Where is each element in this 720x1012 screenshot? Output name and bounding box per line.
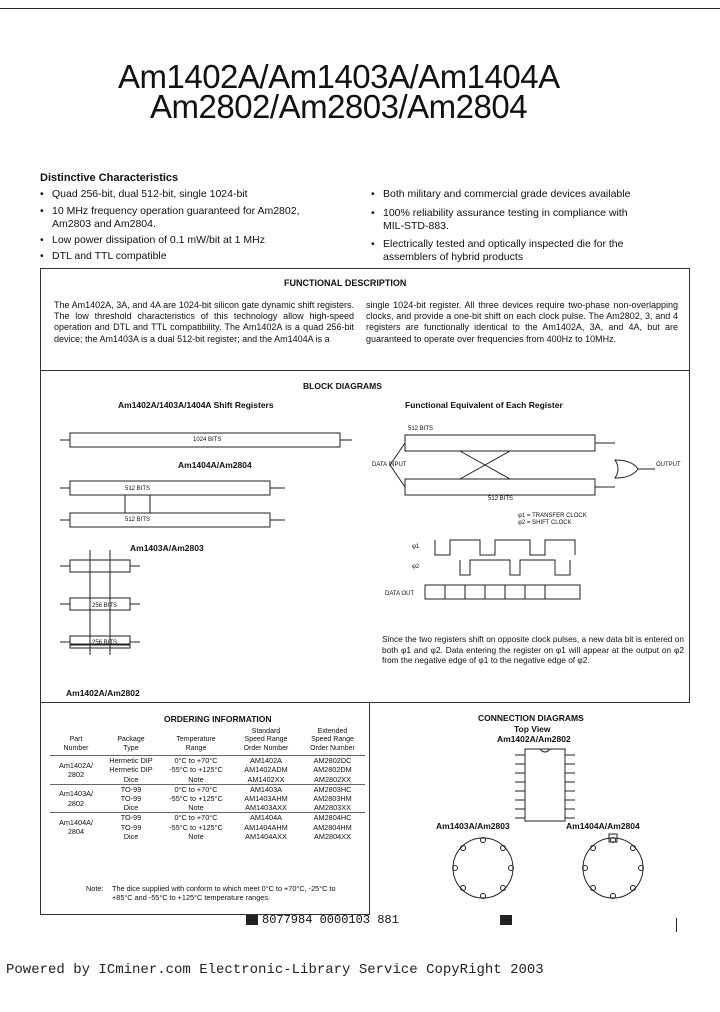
part-cell: Am1403A/ 2802: [50, 784, 102, 813]
table-row: [50, 813, 365, 823]
table-cell: AM2803HC: [300, 784, 365, 794]
char-right-3: • Electrically tested and optically inspected die for the: [383, 238, 623, 251]
table-cell: -55°C to +125°C: [169, 765, 223, 775]
caption-1402: Am1402A/Am2802: [66, 688, 140, 698]
table-cell: TO-99: [102, 784, 160, 794]
to99-package-right: [568, 832, 658, 902]
table-cell: Hermetic DIP: [102, 756, 160, 766]
table-cell: AM2803HM: [313, 794, 352, 804]
table-row: [50, 784, 365, 794]
connection-subheading: Top View: [514, 724, 551, 734]
caption-conn-right: Am1404A/Am2804: [566, 821, 640, 831]
table-cell: -55°C to +125°C: [169, 822, 223, 832]
table-cell: AM2804HM: [313, 822, 352, 832]
label-512-b: 512 BITS: [125, 517, 151, 523]
caption-conn-top: Am1402A/Am2802: [497, 734, 571, 744]
table-cell: AM1403A: [232, 784, 300, 794]
char-left-4: • DTL and TTL compatible: [52, 250, 167, 263]
char-right-2: • 100% reliability assurance testing in compliance with: [383, 207, 628, 220]
functional-equivalent-diagram: [370, 415, 680, 605]
char-left-2b: Am2803 and Am2804.: [52, 218, 156, 230]
label-512-a: 512 BITS: [125, 486, 151, 492]
table-cell: AM1402A: [232, 756, 300, 766]
caption-conn-left: Am1403A/Am2803: [436, 821, 510, 831]
char-left-1: • Quad 256-bit, dual 512-bit, single 1024-bit: [52, 188, 248, 201]
table-cell: AM1404A: [232, 813, 300, 823]
part-cell: Am1404A/ 2804: [50, 813, 102, 841]
table-cell: AM1403AXX: [245, 803, 287, 813]
col-part-number: Part Number: [63, 736, 89, 752]
ordering-note-text: The dice supplied with conform to which meet 0°C to +70°C, -25°C to +85°C and -55°C to +125°C temperature ranges.: [112, 884, 336, 902]
characteristics-heading: Distinctive Characteristics: [40, 172, 179, 184]
label-clk-note-1: φ1 = TRANSFER CLOCK: [518, 513, 587, 519]
block-note: Since the two registers shift on opposite clock pulses, a new data bit is entered on both φ1 and φ2. Data entering the register on φ1 will appear at the output on φ2 from the negative edge of φ1 to the negative edge of φ2.: [382, 634, 684, 665]
label-1024: 1024 BITS: [193, 437, 222, 443]
table-cell: AM1403AHM: [244, 794, 288, 804]
block-heading: BLOCK DIAGRAMS: [303, 381, 382, 391]
part-cell: Am1402A/ 2802: [50, 756, 102, 785]
table-cell: Note: [188, 774, 204, 784]
table-cell: AM2804XX: [314, 831, 351, 841]
col-package-type: Package Type: [117, 736, 145, 752]
table-cell: AM1404AHM: [244, 822, 288, 832]
to99-package-left: [438, 832, 528, 902]
table-cell: AM2802DM: [313, 765, 352, 775]
table-cell: AM1402ADM: [244, 765, 288, 775]
table-cell: AM2802XX: [314, 774, 351, 784]
table-cell: 0°C to +70°C: [160, 784, 232, 794]
table-cell: TO-99: [120, 822, 142, 832]
page-mark: [676, 918, 677, 932]
table-cell: Note: [188, 803, 204, 813]
char-left-2: • 10 MHz frequency operation guaranteed for Am2802,: [52, 205, 300, 218]
barcode-number: 8077984 0000103 881: [262, 913, 399, 927]
label-clk-note-2: φ2 = SHIFT CLOCK: [518, 520, 572, 526]
functional-col-1: The Am1402A, 3A, and 4A are 1024-bit silicon gate dynamic shift registers. The low threshold characteristics of this technology allow high-speed operation and DTL and TTL compatibility. The Am1402A is a quad 256-bit device; the Am1403A is a dual 512-bit register; and the Am1404A is a: [54, 300, 354, 344]
table-cell: 0°C to +70°C: [160, 813, 232, 823]
char-right-1: • Both military and commercial grade devices available: [383, 188, 630, 201]
caption-1404: Am1404A/Am2804: [178, 460, 252, 470]
table-cell: Dice: [123, 803, 139, 813]
shift-register-diagrams: [60, 415, 360, 705]
char-right-3b: assemblers of hybrid products: [383, 251, 524, 263]
ordering-table: [50, 728, 365, 841]
table-cell: AM2802DC: [300, 756, 365, 766]
label-phi2: φ2: [412, 564, 420, 570]
reg-512-a: [70, 481, 270, 495]
title-line-2: Am2802/Am2803/Am2804: [150, 88, 528, 125]
connection-heading: CONNECTION DIAGRAMS: [478, 713, 584, 723]
table-cell: Dice: [123, 831, 139, 841]
reg-512-b: [70, 513, 270, 527]
char-right-2b: MIL-STD-883.: [383, 220, 449, 232]
table-cell: -55°C to +125°C: [169, 794, 223, 804]
ordering-heading: ORDERING INFORMATION: [164, 714, 272, 724]
top-rule: [0, 8, 720, 9]
label-data-input: DATA INPUT: [372, 462, 407, 468]
col-temperature-range: Temperature Range: [176, 736, 216, 752]
footer-copyright: Powered by ICminer.com Electronic-Library Service CopyRight 2003: [6, 962, 544, 978]
table-cell: Dice: [123, 774, 139, 784]
table-cell: TO-99: [102, 813, 160, 823]
table-cell: TO-99: [120, 794, 142, 804]
table-cell: AM2804HC: [300, 813, 365, 823]
label-phi1: φ1: [412, 544, 420, 550]
table-cell: AM2803XX: [314, 803, 351, 813]
table-cell: Hermetic DIP: [109, 765, 153, 775]
functional-heading: FUNCTIONAL DESCRIPTION: [284, 278, 407, 288]
label-512bits-a: 512 BITS: [408, 426, 434, 432]
label-data-out: DATA OUT: [385, 591, 415, 597]
table-cell: 0°C to +70°C: [160, 756, 232, 766]
barcode-mark-right: [500, 915, 512, 925]
col-extended-speed: Extended Speed Range Order Number: [310, 728, 355, 752]
barcode-mark-left: [246, 915, 258, 925]
dip-package-diagram: [490, 745, 600, 825]
label-output: OUTPUT: [656, 462, 681, 468]
table-row: [50, 756, 365, 766]
title-line-1: Am1402A/Am1403A/Am1404A: [118, 58, 560, 95]
block-right-title: Functional Equivalent of Each Register: [405, 400, 563, 410]
label-256-b: 256 BITS: [92, 640, 118, 646]
table-cell: Note: [188, 831, 204, 841]
block-divider: [40, 370, 690, 371]
block-left-title: Am1402A/1403A/1404A Shift Registers: [118, 400, 274, 410]
ordering-note-label: Note:: [86, 884, 104, 893]
caption-1403: Am1403A/Am2803: [130, 543, 204, 553]
functional-col-2: single 1024-bit register. All three devices require two-phase non-overlapping clocks, and provide a one-bit shift on each clock pulse. The Am2802, 3, and 4 registers are functionally identical to the Am1402A, 3A, and 4A, but are guaranteed to operate over frequencies from 400Hz to 10MHz.: [366, 300, 678, 344]
col-standard-speed: Standard Speed Range Order Number: [243, 728, 289, 752]
label-256-a: 256 BITS: [92, 603, 118, 609]
char-left-3: • Low power dissipation of 0.1 mW/bit at 1 MHz: [52, 234, 265, 247]
label-512bits-b: 512 BITS: [488, 496, 514, 502]
table-cell: AM1402XX: [247, 774, 285, 784]
table-cell: AM1404AXX: [245, 831, 287, 841]
